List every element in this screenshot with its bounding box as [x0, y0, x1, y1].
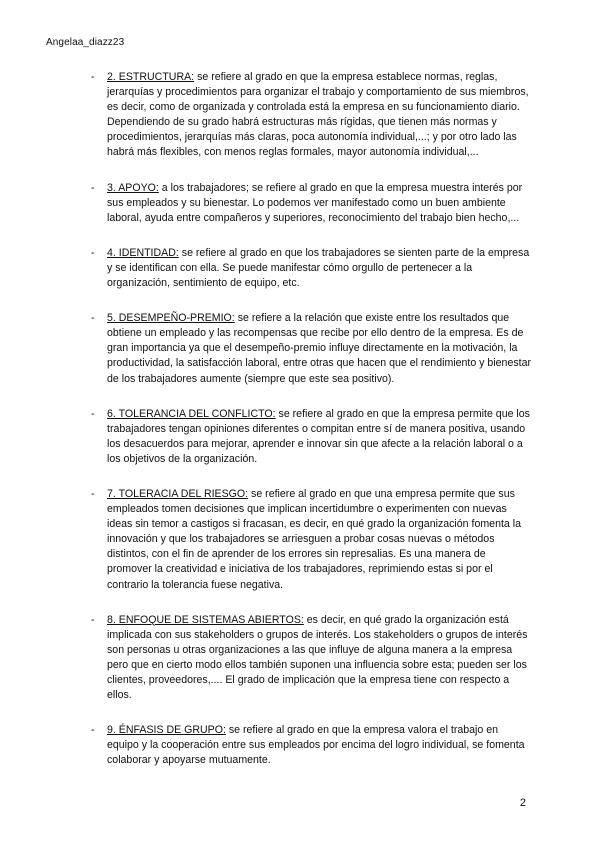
document-header-author: Angelaa_diazz23 [46, 37, 125, 48]
item-title: 2. ESTRUCTURA: [107, 71, 195, 83]
item-title: 7. TOLERACIA DEL RIESGO: [107, 487, 249, 500]
item-text: a los trabajadores; se refiere al grado en que la empresa muestra interés por sus empleados y su bienestar. Lo podemos ver manifestado como un buen ambiente laboral, ayuda entre compañeros y superiores, reconocimiento del trabajo bien hecho,... [107, 181, 523, 224]
list-item [91, 487, 531, 593]
item-title: 3. APOYO: [107, 181, 159, 194]
list-item [91, 407, 531, 467]
item-text: se refiere al grado en que la empresa establece normas, reglas, jerarquías y procedimientos para organizar el trabajo y comportamiento de sus miembros, es decir, como de organizada y controlada está la empresa en su funcionamiento diario. Dependiendo de su grado habrá estructuras más rígidas, que tienen más normas y procedimientos, jerarquías más claras, poca autonomía individual,...; y por otro lado las habrá más flexibles, con menos reglas formales, mayor autonomía individual,... [107, 71, 529, 159]
item-text: se refiere a la relación que existe entre los resultados que obtiene un empleado y las recompensas que recibe por ello dentro de la empresa. Es de gran importancia ya que el desempeño-premio influye directamente en la motivación, la productividad, la satisfacción laboral, entre otras que hacen que el rendimiento y bienestar de los trabajadores aumente (siempre que este sea positivo). [107, 312, 532, 385]
item-text: se refiere al grado en que una empresa permite que sus empleados tomen decisiones que implican incertidumbre o experimenten con nuevas ideas sin temor a castigos si fracasan, es decir, en qué grado la organización fomenta la innovación y que los trabajadores se arriesguen a probar cosas nuevas o métodos distintos, con el fin de aprender de los errores sin represalias. Es una manera de promover la creatividad e iniciativa de los trabajadores, reprimiendo estas si por el contrario la tolerancia fuese negativa. [107, 487, 521, 591]
item-text: es decir, en qué grado la organización está implicada con sus stakeholders o grupos de interés. Los stakeholders o grupos de interés son personas u otras organizaciones a las que influye de alguna manera a la empresa pero que en cierto modo ellos también suponen una influencia sobre esta; pueden ser los clientes, proveedores,.... El grado de implicación que la empresa tiene con respecto a ellos. [107, 613, 528, 702]
list-item [91, 70, 531, 161]
bullet-dash: - [91, 407, 95, 420]
list-item [91, 613, 531, 704]
item-title: 4. IDENTIDAD: [107, 246, 179, 259]
bullet-dash: - [91, 487, 95, 500]
bullet-dash: - [91, 246, 95, 259]
bullet-dash: - [91, 312, 95, 325]
list-item [91, 311, 531, 386]
list-item [91, 181, 531, 226]
item-text: se refiere al grado en que la empresa permite que los trabajadores tengan opiniones diferentes o compitan entre sí de manera positiva, usando los desacuerdos para mejorar, aprender e innovar sin que afecte a la relación laboral o a los objetivos de la organización. [107, 407, 530, 465]
item-title: 6. TOLERANCIA DEL CONFLICTO: [107, 407, 276, 420]
item-title: 8. ENFOQUE DE SISTEMAS ABIERTOS: [107, 613, 304, 626]
item-title: 5. DESEMPEÑO-PREMIO: [107, 312, 235, 325]
page-number: 2 [519, 797, 526, 809]
document-body [91, 70, 531, 788]
item-title: 9. ÉNFASIS DE GRUPO: [107, 724, 226, 737]
bullet-dash: - [91, 181, 95, 194]
item-text: se refiere al grado en que la empresa valora el trabajo en equipo y la cooperación entre sus empleados por encima del logro individual, se fomenta colaborar y apoyarse mutuamente. [107, 724, 525, 767]
bullet-dash: - [91, 724, 95, 737]
bullet-dash: - [91, 613, 95, 626]
list-item [91, 723, 531, 768]
item-text: se refiere al grado en que los trabajadores se sienten parte de la empresa y se identifican con ella. Se puede manifestar cómo orgullo de pertenecer a la organización, sentimiento de equipo, etc. [107, 246, 530, 290]
bullet-dash: - [91, 71, 95, 83]
list-item [91, 246, 531, 291]
